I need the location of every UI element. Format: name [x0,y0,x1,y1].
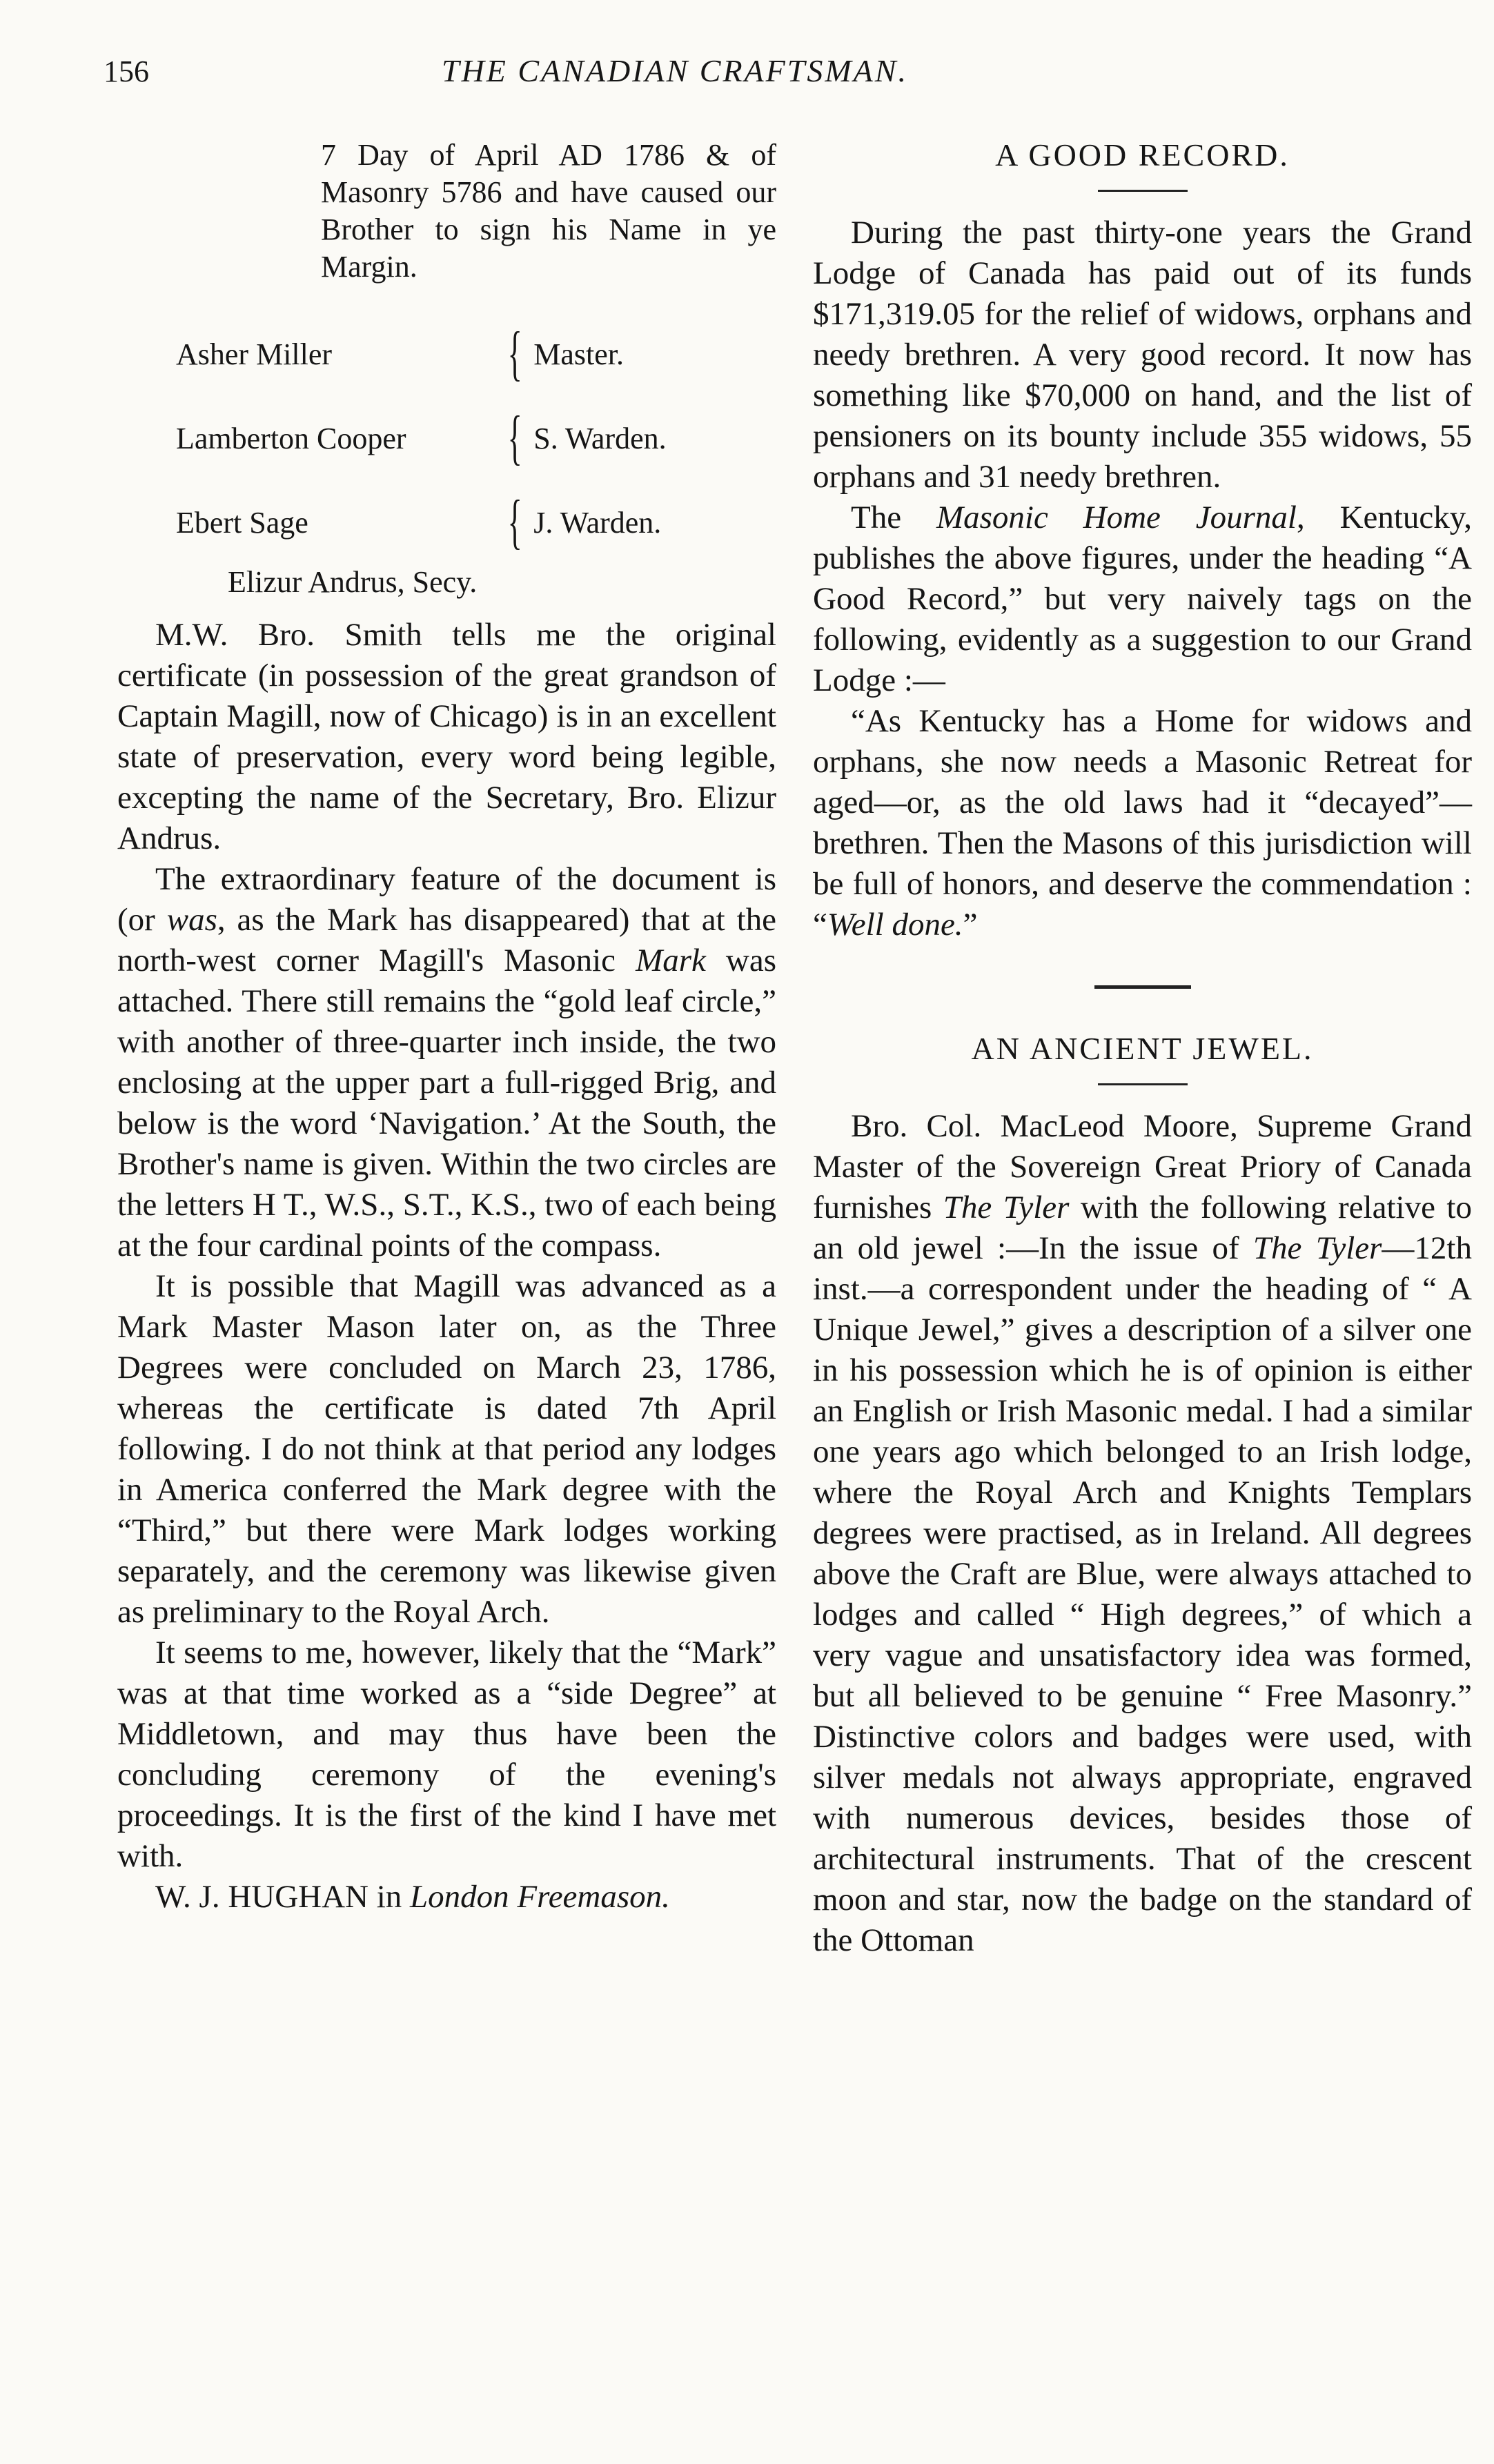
paragraph [813,701,1472,945]
author-source: London Freemason. [410,1879,670,1915]
section-divider [1094,985,1191,989]
brace-mark: { [507,489,522,555]
signature-table [176,312,776,564]
text-run: , as the Mark has disappeared) that at the north-west corner Magill's Masonic [117,902,776,978]
emphasis: was [166,902,217,938]
text-run: The [851,500,936,535]
headline-rule [1098,190,1188,192]
signature-title: J. Warden. [533,505,662,540]
page-number: 156 [104,55,149,88]
emphasis: The Tyler [1252,1230,1382,1266]
paragraph [117,859,776,1266]
signature-title: Master. [533,337,625,371]
article-headline: A GOOD RECORD. [995,137,1290,173]
signature-row [176,480,776,564]
signature-name: Lamberton Cooper [176,421,406,455]
certificate-intro: 7 Day of April AD 1786 & of Masonry 5786 and have caused our Brother to sign his Name in ye Margin. [321,138,776,284]
paragraph [813,497,1472,701]
running-title: THE CANADIAN CRAFTSMAN. [442,53,908,88]
text-run: —12th inst.—a correspondent under the heading of “ A Unique Jewel,” gives a description of a silver one in his possession which he is of opinion is either an English or Irish Masonic medal. I had a similar one years ago which belonged to an Irish lodge, where the Royal Arch and Knights Templars degrees were practised, as in Ireland. All degrees above the Craft are Blue, were always attached to lodges and called “ High degrees,” of which a very vague and unsatisfactory idea was formed, but all believed to be genuine “ Free Masonry.” Distinctive colors and badges were used, with silver medals not always appropriate, engraved with numerous devices, besides those of architectural instruments. That of the crescent moon and star, now the badge on the standard of the Ottoman [813,1230,1472,1958]
brace-mark: { [507,320,522,387]
text-run: The extraordinary feature of the document is (or [117,861,776,938]
emphasis: Well done. [827,907,963,943]
paragraph: It is possible that Magill was advanced as a Mark Master Mason later on, as the Three Degrees were concluded on March 23, 1786, whereas the certificate is dated 7th April following. I do not think at that period any lodges in America conferred the Mark degree with the “Third,” but there were Mark lodges working separately, and the ceremony was likewise given as preliminary to the Royal Arch. [117,1268,776,1630]
secretary-signature: Elizur Andrus, Secy. [228,565,478,599]
signature-row [176,312,776,396]
signature-title: S. Warden. [533,421,667,455]
author-name: W. J. HUGHAN in [155,1879,411,1915]
article-attribution [117,1877,776,1918]
text-run: ” [963,907,978,943]
left-column [117,137,776,1918]
text-run: was attached. There still remains the “gold leaf circle,” with another of three-quarter inch inside, the two enclosing at the upper part a full-rigged Brig, and below is the word ‘Navigation.’ At the South, the Brother's name is given. Within the two circles are the letters H T., W.S., S.T., K.S., two of each being at the four cardinal points of the compass. [117,943,777,1263]
emphasis: Masonic Home Journal [936,500,1297,535]
signature-row [176,396,776,480]
text-run: with the following relative to an old jewel :—In the issue of [813,1190,1472,1266]
signature-name: Ebert Sage [176,505,308,540]
signature-name: Asher Miller [176,337,333,371]
paragraph: During the past thirty-one years the Grand Lodge of Canada has paid out of its funds $171,319.05 for the relief of widows, orphans and needy brethren. A very good record. It now has something like $70,000 on hand, and the list of pensioners on its bounty include 355 widows, 55 orphans and 31 needy brethren. [813,215,1472,495]
text-run: , Kentucky, publishes the above figures, under the heading “A Good Record,” but very naively tags on the following, evidently as a suggestion to our Grand Lodge :— [813,500,1472,698]
paragraph: M.W. Bro. Smith tells me the original certificate (in possession of the great grandson of Captain Magill, now of Chicago) is in an excellent state of preservation, every word being legible, excepting the name of the Secretary, Bro. Elizur Andrus. [117,617,776,856]
emphasis: Mark [636,943,706,978]
text-run: Bro. Col. MacLeod Moore, Supreme Grand Master of the Sovereign Great Priory of Canada furnishes [813,1108,1472,1225]
right-column [813,137,1472,1961]
text-run: “As Kentucky has a Home for widows and orphans, she now needs a Masonic Retreat for aged—or, as the old laws had it “decayed”—brethren. Then the Masons of this jurisdiction will be full of honors, and deserve the commendation : “ [813,703,1472,943]
brace-mark: { [507,404,522,471]
article-headline: AN ANCIENT JEWEL. [971,1031,1314,1066]
emphasis: The Tyler [943,1190,1070,1225]
headline-rule [1098,1083,1188,1085]
paragraph [813,1106,1472,1961]
paragraph: It seems to me, however, likely that the “Mark” was at that time worked as a “side Degree” at Middletown, and may thus have been the concluding ceremony of the evening's proceedings. It is the first of the kind I have met with. [117,1635,776,1874]
